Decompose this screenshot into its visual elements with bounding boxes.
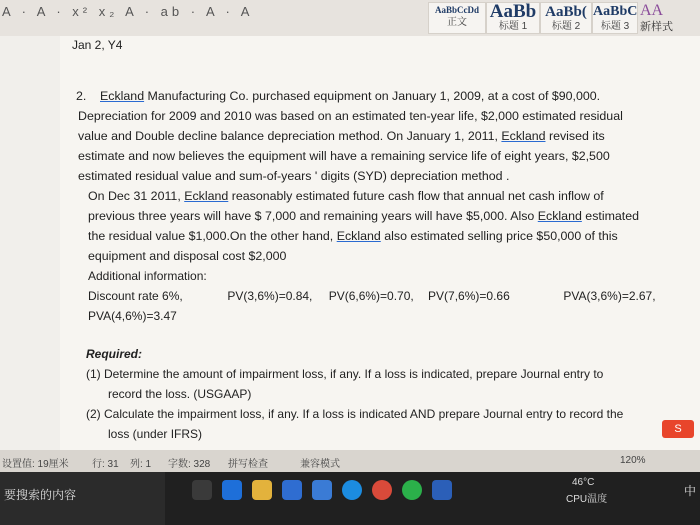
required-section [86, 344, 628, 444]
style-heading3-caption: 标题 3 [600, 21, 630, 32]
pv-3-6: PV(3,6%)=0.84, [227, 289, 313, 303]
status-line: 行: 31 [92, 459, 119, 470]
new-style-label: 新样式 [640, 21, 673, 33]
taskbar-search[interactable] [0, 472, 165, 525]
brand-name: Eckland [501, 129, 546, 143]
requirement-2: (2) Calculate the impairment loss, if any. If a loss is indicated AND prepare Journal entry to record the loss (under IFRS) [86, 407, 624, 441]
font-format-tools[interactable] [2, 4, 253, 19]
para2-start: On Dec 31 2011, [88, 189, 185, 203]
brand-name: Eckland [100, 89, 145, 103]
question-number: 2. [76, 89, 87, 103]
required-label: Required: [86, 347, 143, 361]
additional-info [78, 266, 656, 326]
new-style-button[interactable] [640, 4, 673, 34]
document-area[interactable] [0, 36, 700, 450]
style-normal[interactable] [428, 2, 486, 34]
question-text [78, 86, 650, 266]
status-compat: 兼容模式 [300, 459, 340, 470]
new-style-icon: AA [640, 2, 664, 19]
chrome-icon[interactable] [372, 480, 392, 500]
explorer-icon[interactable] [252, 480, 272, 500]
style-heading2-preview: AaBb( [545, 4, 587, 20]
pva-4-6: PVA(4,6%)=3.47 [88, 309, 177, 323]
task-view-icon[interactable] [192, 480, 212, 500]
style-normal-caption: 正文 [447, 17, 467, 28]
pv-7-6: PV(7,6%)=0.66 [428, 289, 510, 303]
brand-name: Eckland [336, 229, 381, 243]
status-words[interactable]: 字数: 328 [168, 459, 211, 470]
temperature: 46°C [572, 477, 595, 488]
ime-indicator[interactable]: 中 [684, 484, 697, 498]
brand-name: Eckland [184, 189, 229, 203]
taskbar [0, 472, 700, 525]
search-text[interactable]: 要搜索的内容 [4, 488, 77, 502]
status-spellcheck[interactable]: 拼写检查 [228, 459, 268, 470]
pv-6-6: PV(6,6%)=0.70, [328, 289, 414, 303]
edge-icon[interactable] [222, 480, 242, 500]
status-bar [0, 450, 700, 472]
style-heading3[interactable] [592, 2, 638, 34]
requirement-1: (1) Determine the amount of impairment loss, if any. If a loss is indicated, prepare Journal entry to record the loss. (USGAAP) [86, 367, 604, 401]
style-normal-preview: AaBbCcDd [434, 5, 479, 15]
date-header: Jan 2, Y4 [72, 38, 123, 52]
wechat-icon[interactable] [402, 480, 422, 500]
para1-tail: revised its estimate and now believes the equipment will have a remaining service life of eight years, $2,500 estimated residual value and sum-of-years ' digits (SYD) depreciation method . [78, 129, 610, 183]
store-icon[interactable] [282, 480, 302, 500]
para2-mid2: estimated the residual value $1,000.On the other hand, [88, 209, 640, 243]
status-position: 设置值: 19厘米 [2, 459, 69, 470]
app-icon[interactable] [342, 480, 362, 500]
style-heading1-preview: AaBb [489, 1, 537, 22]
style-heading2-caption: 标题 2 [551, 21, 581, 32]
style-heading2[interactable] [540, 2, 592, 34]
para2-tail: also estimated selling price $50,000 of this equipment and disposal cost $2,000 [88, 229, 618, 263]
zoom-level[interactable]: 120% [620, 455, 646, 466]
style-heading3-preview: AaBbC [593, 4, 638, 19]
question-paragraph-1 [78, 86, 650, 186]
word-icon[interactable] [432, 480, 452, 500]
pva-3-6: PVA(3,6%)=2.67, [563, 289, 656, 303]
additional-info-label: Additional information: [88, 269, 207, 283]
brand-name: Eckland [537, 209, 582, 223]
ime-badge-icon[interactable]: S [662, 420, 694, 438]
cpu-label: CPU温度 [566, 494, 608, 505]
style-heading1[interactable] [486, 2, 540, 34]
discount-rate: Discount rate 6%, [88, 289, 183, 303]
mail-icon[interactable] [312, 480, 332, 500]
ribbon [0, 0, 700, 37]
question-paragraph-2 [78, 186, 650, 266]
rates-row [78, 286, 656, 306]
document-page[interactable] [60, 36, 700, 450]
style-heading1-caption: 标题 1 [498, 21, 528, 32]
status-col: 列: 1 [130, 459, 152, 470]
format-tools-label[interactable]: A · A · x² x₂ A · ab · A · A [2, 4, 254, 19]
para1-body: Manufacturing Co. purchased equipment on January 1, 2009, at a cost of $90,000. Depreciation for 2009 and 2010 was based on an estimated ten-year life, $2,000 estimated residual value and Double decline balance depreciation method. On January 1, 2011, [78, 89, 623, 143]
para2-mid: reasonably estimated future cash flow that annual net cash inflow of previous three years will have $ 7,000 and remaining years will have $5,000. Also [88, 189, 604, 223]
